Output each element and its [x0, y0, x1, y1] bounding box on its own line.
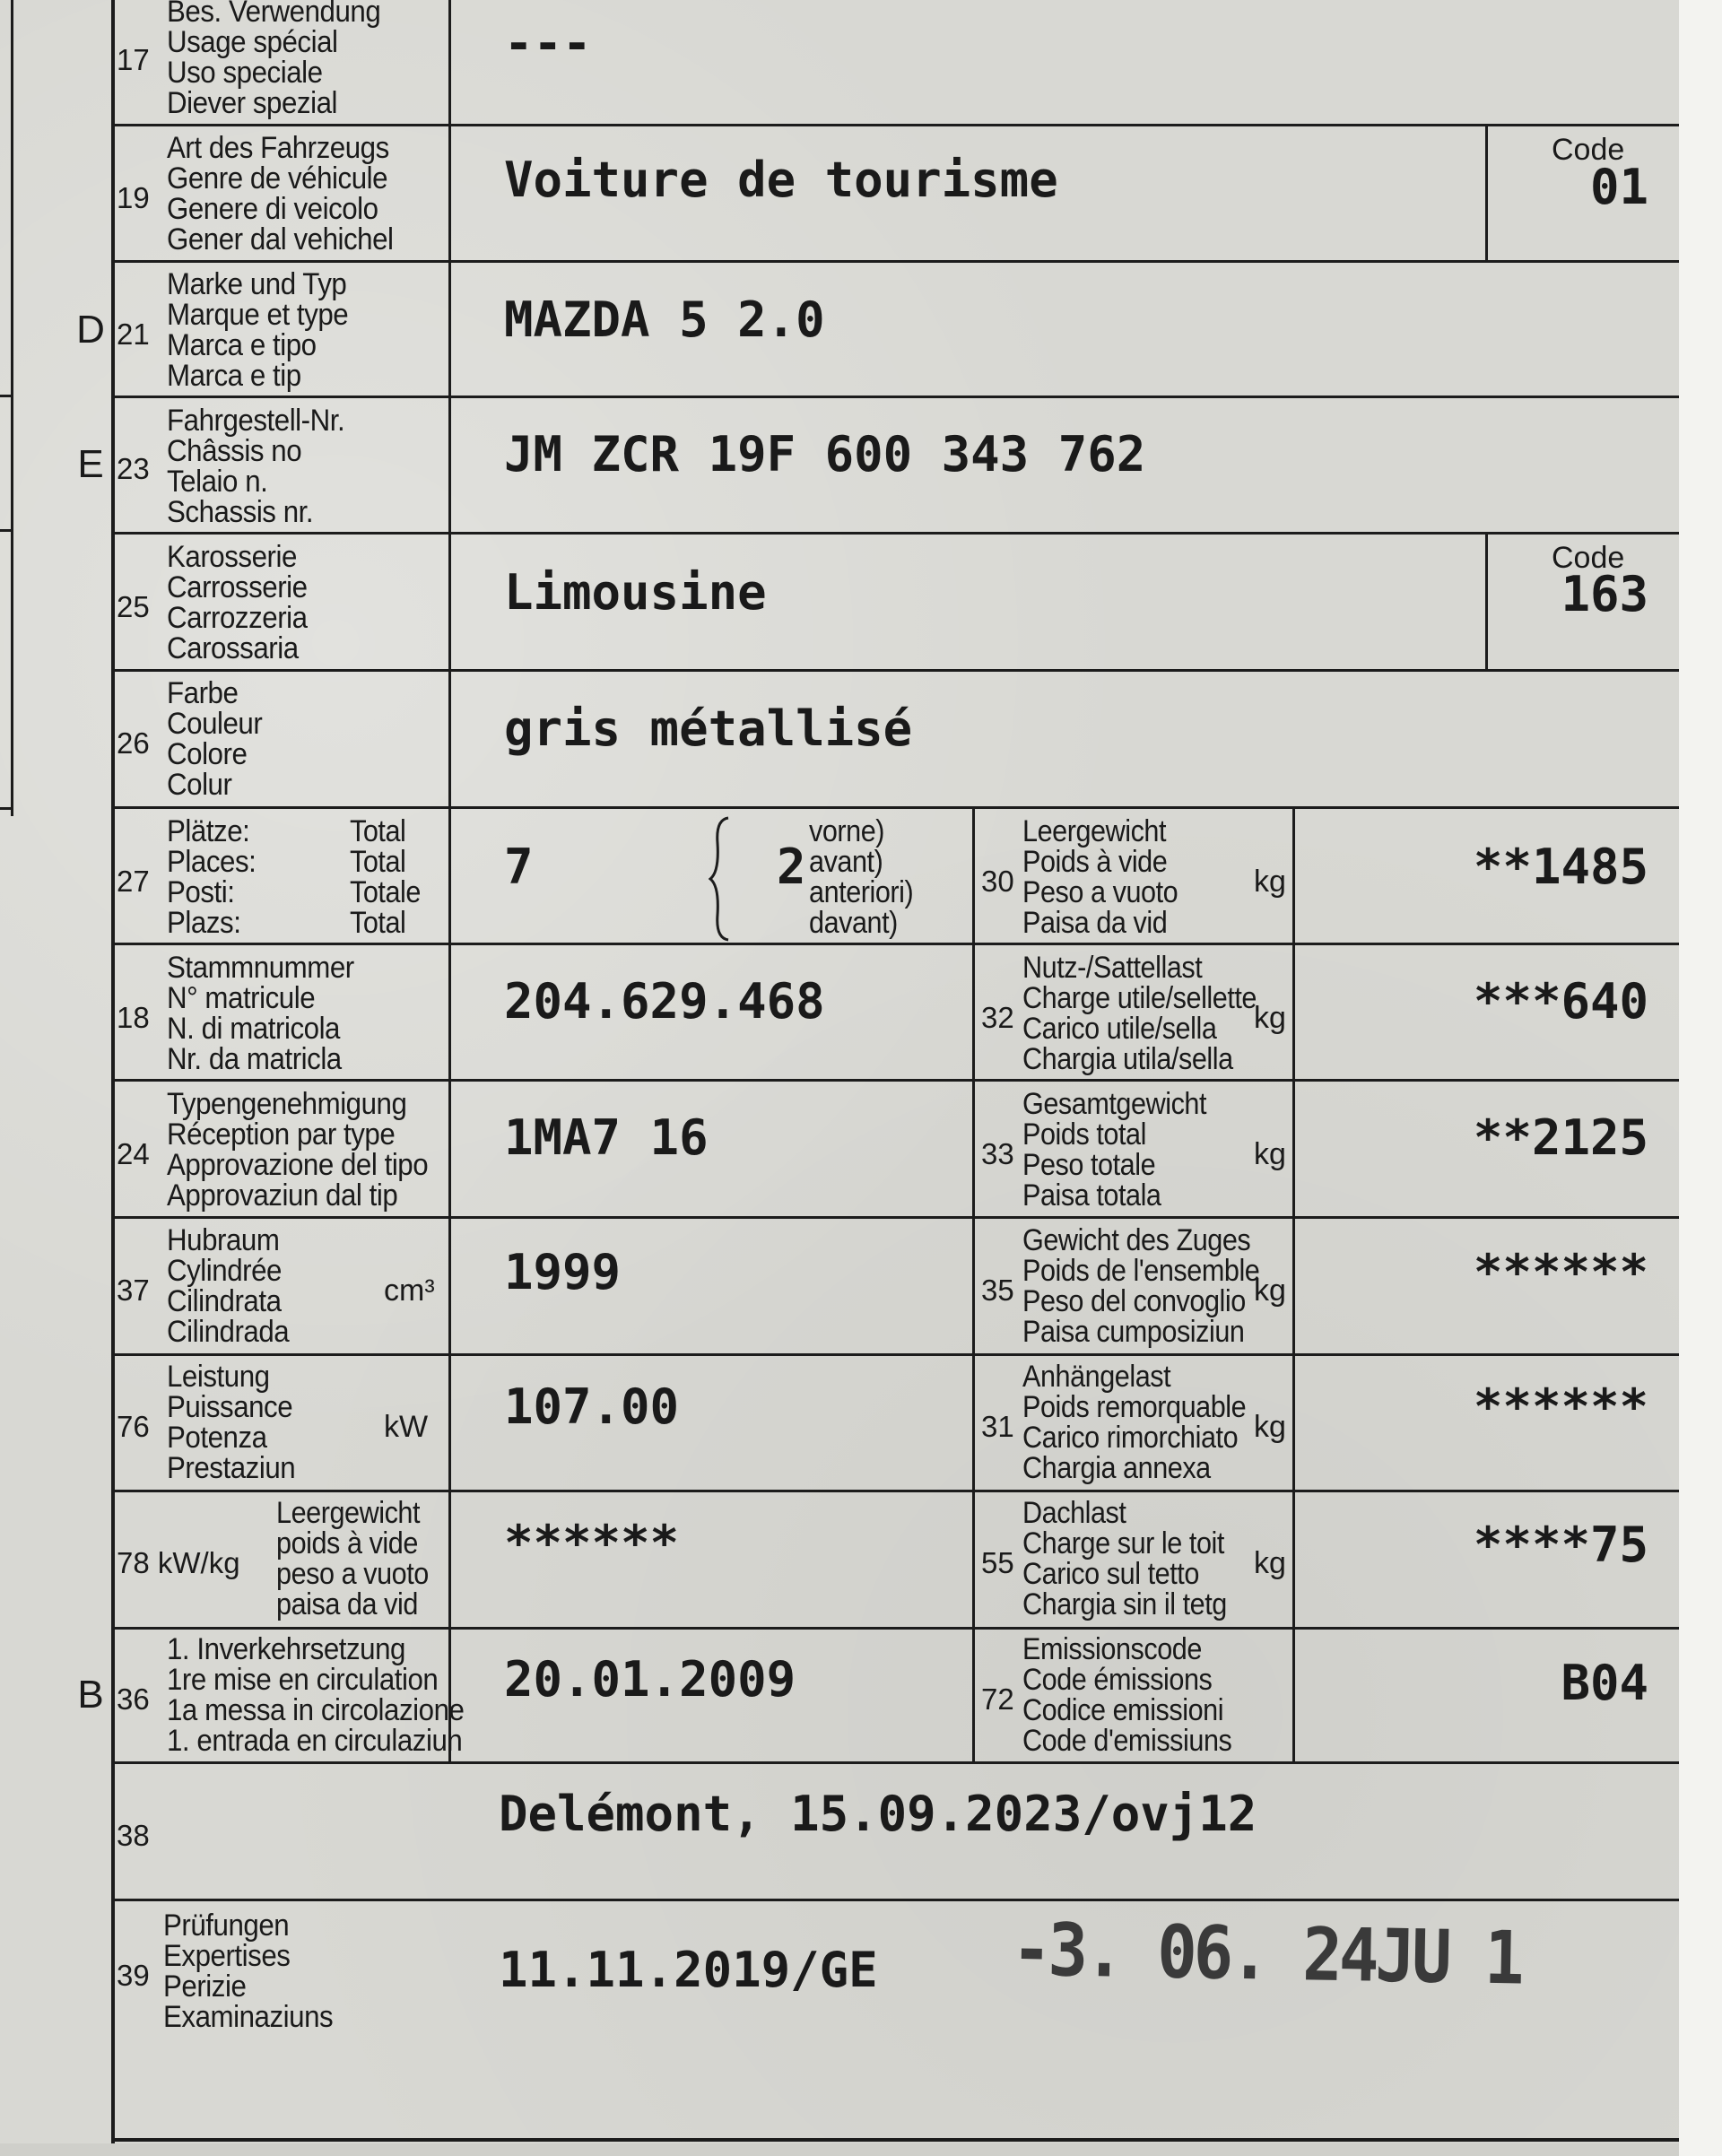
field-38-number: 38 [117, 1819, 150, 1852]
code-divider-25 [1485, 534, 1488, 670]
body-type-value: Limousine [504, 564, 767, 621]
field-55-unit: kg [1254, 1546, 1286, 1580]
inspection-date-value: 11.11.2019/GE [499, 1942, 878, 1998]
field-30-number: 30 [981, 865, 1014, 898]
field-26-label: Farbe Couleur Colore Colur [167, 676, 263, 802]
field-23-number: 23 [117, 452, 150, 485]
frame-left-line [111, 0, 115, 2143]
color-value: gris métallisé [504, 700, 913, 757]
field-19-label: Art des Fahrzeugs Genre de véhicule Genere di veicolo Gener dal vehichel [167, 131, 394, 256]
field-33-number: 33 [981, 1137, 1014, 1170]
field-27-label: Plätze: Places: Posti: Plazs: [167, 814, 257, 940]
power-value: 107.00 [504, 1378, 680, 1435]
make-model-value: MAZDA 5 2.0 [504, 291, 825, 348]
field-24-label: Typengenehmigung Réception par type Approvazione del tipo Approvaziun dal tip [167, 1087, 429, 1213]
field-17-number: 17 [117, 43, 150, 76]
hline-4 [111, 532, 1679, 535]
field-21-number: 21 [117, 317, 150, 351]
power-weight-ratio-value: ****** [504, 1515, 680, 1571]
field-27-totals: Total Total Totale Total [350, 814, 421, 940]
registration-number-value: 204.629.468 [504, 973, 825, 1030]
field-23-label: Fahrgestell-Nr. Châssis no Telaio n. Schassis nr. [167, 404, 345, 529]
vehicle-type-code: 01 [1589, 159, 1648, 215]
field-21-label: Marke und Typ Marque et type Marca e tipo Marca e tip [167, 267, 349, 393]
hline-6 [111, 806, 1679, 809]
inspection-stamp: -3. 06. 24JU 1 [1011, 1907, 1522, 2002]
left-margin-rule [11, 0, 13, 816]
body-type-code: 163 [1561, 566, 1648, 622]
field-33-label: Gesamtgewicht Poids total Peso totale Paisa totala [1022, 1087, 1207, 1213]
field-31-unit: kg [1254, 1410, 1286, 1444]
payload-value: ***640 [1473, 973, 1648, 1030]
first-registration-value: 20.01.2009 [504, 1651, 796, 1708]
field-76-number: 76 [117, 1410, 150, 1443]
field-76-unit: kW [384, 1410, 429, 1444]
field-27-number: 27 [117, 865, 150, 898]
field-35-label: Gewicht des Zuges Poids de l'ensemble Peso del convoglio Paisa cumposiziun [1022, 1223, 1260, 1349]
vehicle-type-value: Voiture de tourisme [504, 152, 1058, 208]
seats-total-value: 7 [504, 839, 534, 895]
field-19-number: 19 [117, 181, 150, 214]
field-32-unit: kg [1254, 1001, 1286, 1035]
field-35-number: 35 [981, 1274, 1014, 1307]
field-55-label: Dachlast Charge sur le toit Carico sul tetto Chargia sin il tetg [1022, 1496, 1227, 1621]
field-72-number: 72 [981, 1682, 1014, 1716]
field-24-number: 24 [117, 1137, 150, 1170]
side-letter-b: B [77, 1673, 104, 1717]
hline-9 [111, 1216, 1679, 1219]
empty-weight-value: **1485 [1473, 839, 1648, 895]
code-label-25: Code [1552, 541, 1625, 575]
field-30-label: Leergewicht Poids à vide Peso a vuoto Paisa da vid [1022, 814, 1178, 940]
field-18-number: 18 [117, 1001, 150, 1034]
field-78-label: Leergewicht poids à vide peso a vuoto paisa da vid [276, 1496, 429, 1621]
hline-7 [111, 943, 1679, 945]
field-37-number: 37 [117, 1274, 150, 1307]
field-26-number: 26 [117, 726, 150, 760]
type-approval-value: 1MA7 16 [504, 1109, 709, 1166]
field-37-label: Hubraum Cylindrée Cilindrata Cilindrada [167, 1223, 290, 1349]
field-33-unit: kg [1254, 1137, 1286, 1171]
field-32-label: Nutz-/Sattellast Charge utile/sellette Carico utile/sella Chargia utila/sella [1022, 951, 1257, 1076]
label-column-line [448, 0, 451, 1762]
field-78-number: 78 kW/kg [117, 1546, 240, 1579]
hline-12 [111, 1627, 1679, 1630]
field-17-label: Bes. Verwendung Usage spécial Uso speciale Diever spezial [167, 0, 381, 120]
hline-13 [111, 1761, 1679, 1764]
right-value-divider [1292, 809, 1295, 1762]
hline-5 [111, 669, 1679, 672]
right-label-divider [972, 809, 975, 1762]
field-39-number: 39 [117, 1959, 150, 1992]
field-55-number: 55 [981, 1546, 1014, 1579]
field-18-label: Stammnummer N° matricule N. di matricola Nr. da matricla [167, 951, 354, 1076]
side-letter-e: E [77, 442, 104, 486]
hline-11 [111, 1490, 1679, 1492]
page-edge [1679, 0, 1722, 2156]
seats-front-labels: vorne) avant) anteriori) davant) [809, 814, 914, 940]
side-letter-d: D [76, 308, 105, 352]
field-39-label: Prüfungen Expertises Perizie Examinaziuns [163, 1908, 334, 2034]
field-30-unit: kg [1254, 865, 1286, 899]
field-31-number: 31 [981, 1410, 1014, 1443]
seats-front-value: 2 [777, 839, 806, 895]
chassis-number-value: JM ZCR 19F 600 343 762 [504, 426, 1146, 482]
field-25-number: 25 [117, 590, 150, 623]
field-76-label: Leistung Puissance Potenza Prestaziun [167, 1360, 296, 1485]
field-35-unit: kg [1254, 1274, 1286, 1308]
issue-place-date-value: Delémont, 15.09.2023/ovj12 [499, 1786, 1257, 1842]
hline-1 [111, 124, 1679, 126]
hline-bottom [111, 2138, 1679, 2142]
total-weight-value: **2125 [1473, 1109, 1648, 1166]
roof-load-value: ****75 [1473, 1517, 1648, 1573]
code-label-19: Code [1552, 133, 1625, 167]
hline-14 [111, 1899, 1679, 1901]
emission-code-value: B04 [1561, 1655, 1648, 1711]
field-36-number: 36 [117, 1682, 150, 1716]
field-37-unit: cm³ [384, 1274, 435, 1308]
train-weight-value: ****** [1473, 1244, 1648, 1300]
hline-8 [111, 1079, 1679, 1082]
hline-10 [111, 1353, 1679, 1356]
field-31-label: Anhängelast Poids remorquable Carico rimorchiato Chargia annexa [1022, 1360, 1247, 1485]
field-36-label: 1. Inverkehrsetzung 1re mise en circulation 1a messa in circolazione 1. entrada en circulaziun [167, 1632, 465, 1758]
seats-front-brace [709, 816, 735, 942]
displacement-value: 1999 [504, 1244, 622, 1300]
hline-2 [111, 260, 1679, 263]
field-25-label: Karosserie Carrosserie Carrozzeria Carossaria [167, 540, 308, 665]
code-divider-19 [1485, 126, 1488, 262]
field-32-number: 32 [981, 1001, 1014, 1034]
field-17-value: --- [504, 15, 592, 72]
hline-3 [111, 396, 1679, 398]
trailer-load-value: ****** [1473, 1378, 1648, 1435]
field-72-label: Emissionscode Code émissions Codice emissioni Code d'emissiuns [1022, 1632, 1232, 1758]
